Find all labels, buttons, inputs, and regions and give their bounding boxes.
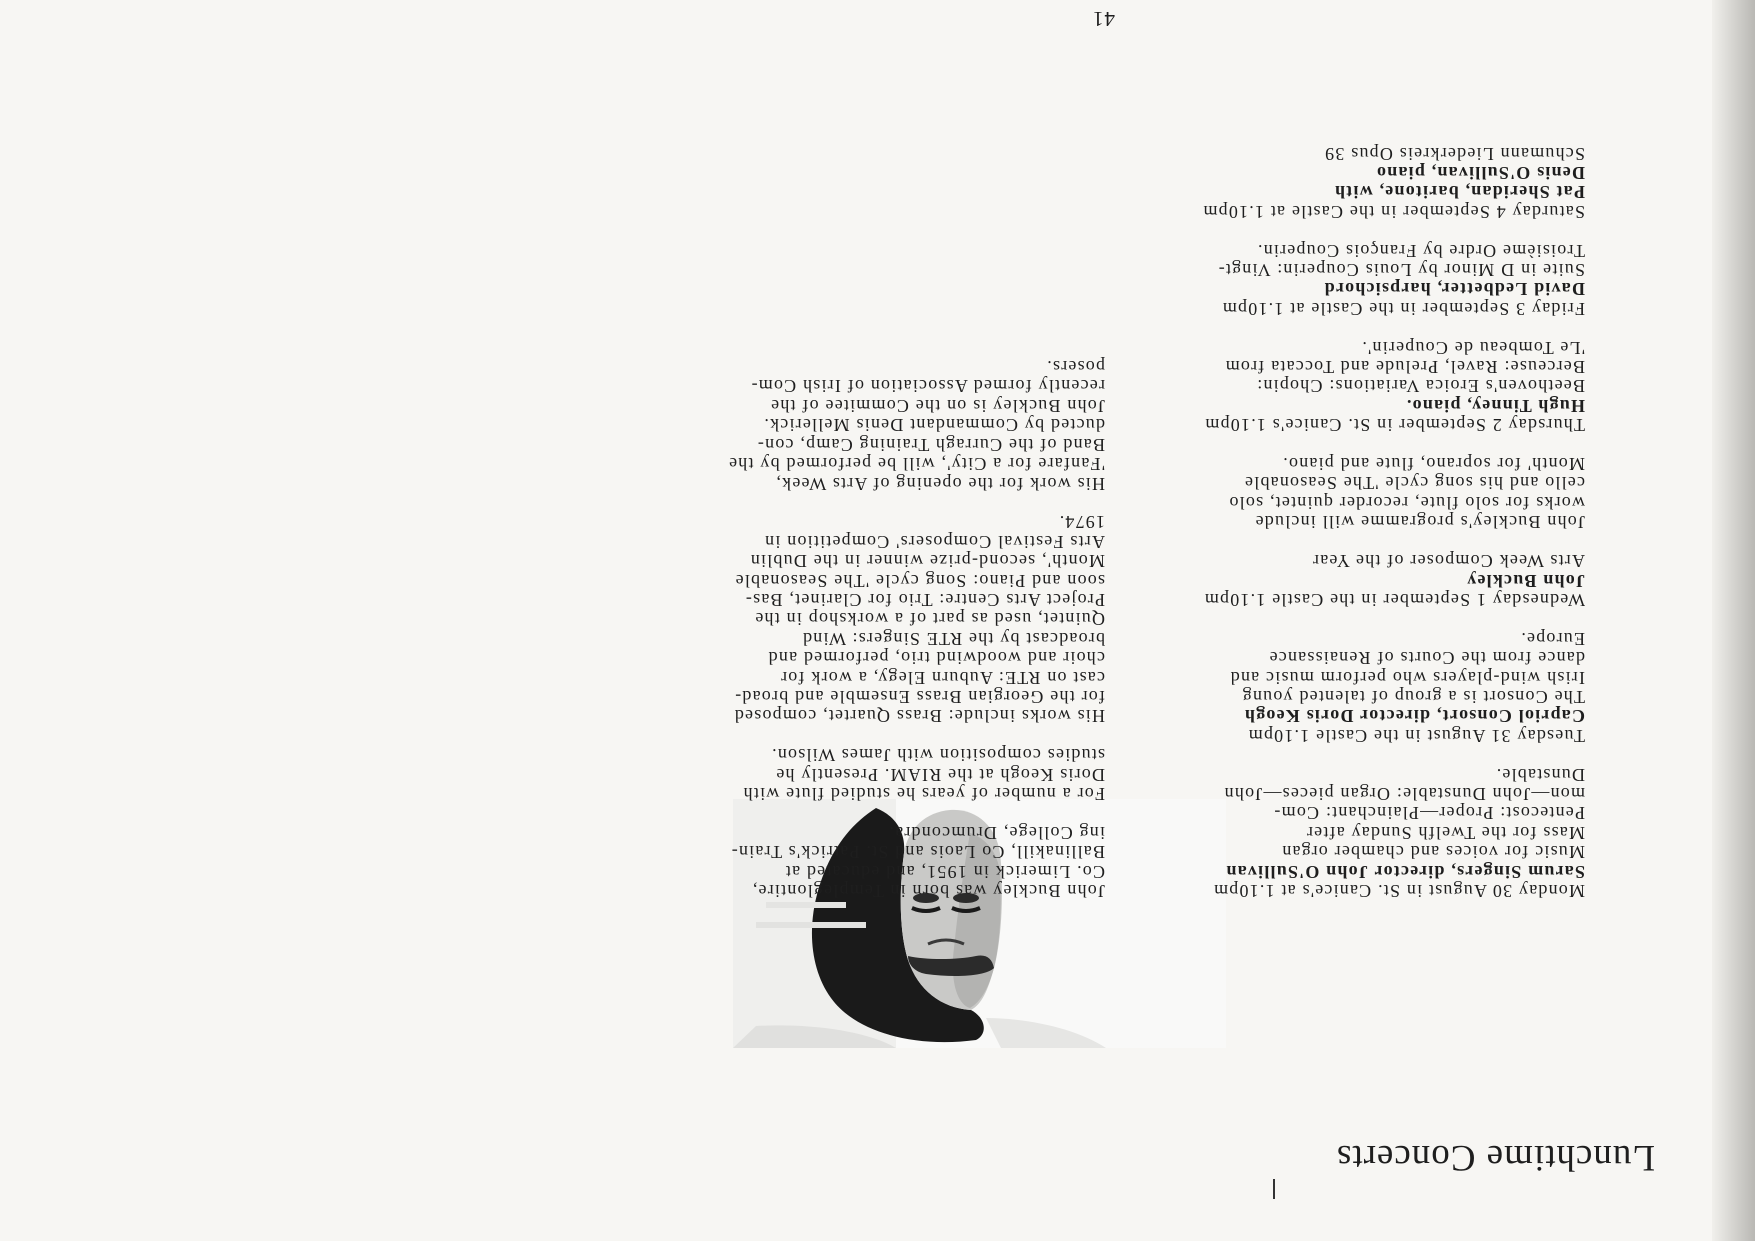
concert-detail: Pentecost: Proper—Plainchant: Com- <box>1273 803 1585 824</box>
concert-date: Tuesday 31 August in the Castle 1.10pm <box>1247 725 1585 746</box>
text-line: ducted by Commandant Denis Mellerick. <box>763 415 1105 436</box>
bio-paragraph <box>735 745 1105 803</box>
concert-performer: Pat Sheridan, baritone, with <box>1333 182 1585 203</box>
text-line: posers. <box>1046 357 1105 378</box>
column-rule <box>1273 1179 1275 1199</box>
concert-performer: Denis O'Sullivan, piano <box>1375 163 1585 184</box>
composer-biography <box>727 337 1105 901</box>
concert-entry <box>1115 628 1585 744</box>
concert-date: Thursday 2 September in St. Canice's 1.10pm <box>1204 415 1585 436</box>
concert-performer: Hugh Tinney, piano. <box>1405 395 1585 416</box>
text-line: Co. Limerick in 1951, and educated at <box>784 861 1105 882</box>
bio-paragraph <box>735 512 1105 725</box>
concert-entry <box>1115 764 1585 900</box>
text-line: 1974. <box>1058 512 1105 533</box>
concert-date: Friday 3 September in the Castle at 1.10pm <box>1221 298 1585 319</box>
concert-detail: Troisième Ordre by François Couperin. <box>1256 240 1585 261</box>
concert-detail: dance from the Courts of Renaissance <box>1268 648 1585 669</box>
concert-entry <box>1115 454 1585 609</box>
concert-detail: Irish wind-players who perform music and <box>1229 667 1585 688</box>
text-line: studies composition with James Wilson. <box>770 745 1105 766</box>
page-number: 41 <box>1092 7 1115 31</box>
concert-detail: Schumann Liederkreis Opus 39 <box>1323 143 1585 164</box>
concert-detail: 'Le Tombeau de Couperin'. <box>1361 337 1585 358</box>
concert-detail: Berceuse: Ravel, Prelude and Toccata from <box>1224 357 1585 378</box>
concert-entry <box>1115 143 1585 221</box>
bio-paragraph <box>730 822 1105 901</box>
text-line: broadcast by the RTE Singers: Wind <box>801 628 1105 649</box>
concert-performer: Capriol Consort, director Doris Keogh <box>1243 706 1585 727</box>
text-line: for the Georgian Brass Ensemble and broad- <box>734 686 1105 707</box>
text-line: For a number of years he studied flute with <box>742 783 1105 804</box>
page-title: Lunchtime Concerts <box>1335 1137 1655 1178</box>
concert-detail: works for solo flute, recorder quintet, solo <box>1228 492 1585 513</box>
text-line: His work for the opening of Arts Week, <box>775 473 1105 494</box>
concert-note-spacer <box>1115 531 1585 550</box>
text-line: Project Arts Centre: Trio for Clarinet, Bas- <box>744 589 1105 610</box>
text-line: 'Fanfare for a City', will be performed by the <box>727 454 1105 475</box>
binding-shadow <box>1712 0 1755 1241</box>
text-line: Quintet, used as part of a workshop in the <box>754 609 1105 630</box>
concert-detail: Music for voices and chamber organ <box>1281 842 1585 863</box>
bio-paragraph <box>727 357 1105 494</box>
text-line: choir and woodwind trio, performed and <box>767 648 1105 669</box>
concert-detail: Beethoven's Eroica Variations: Chopin: <box>1256 376 1585 397</box>
concert-performer: John Buckley <box>1466 570 1585 591</box>
concert-detail: John Buckley's programme will include <box>1254 512 1585 533</box>
text-line: Band of the Curragh Training Camp, con- <box>756 434 1105 455</box>
text-line: ing College, Drumcondra. <box>888 822 1105 843</box>
concert-entry <box>1115 337 1585 434</box>
concert-detail: Europe. <box>1520 628 1585 649</box>
text-line: Ballinakill, Co Laois and St. Patrick's Train- <box>730 842 1105 863</box>
concert-detail: Month' for soprano, flute and piano. <box>1282 454 1585 475</box>
concert-date: Wednesday 1 September in the Castle 1.10pm <box>1203 589 1585 610</box>
concert-date: Monday 30 August in St. Canice's at 1.10pm <box>1212 881 1585 901</box>
concert-detail: Dunstable. <box>1495 764 1585 785</box>
concert-detail: The Consort is a group of talented young <box>1241 686 1585 707</box>
concert-detail: mon—John Dunstable: Organ pieces—John <box>1223 783 1585 804</box>
concert-performer: Sarum Singers, director John O'Sullivan <box>1225 861 1585 882</box>
text-line: His works include: Brass Quartet, composed <box>733 706 1105 727</box>
text-line: Month', second-prize winner in the Dublin <box>749 551 1105 572</box>
concert-detail: Arts Week Composer of the Year <box>1311 551 1585 572</box>
concert-performer: David Ledbetter, harpsichord <box>1323 279 1585 300</box>
text-line: soon and Piano: Song cycle 'The Seasonable <box>734 570 1105 591</box>
text-line: recently formed Association of Irish Com- <box>750 376 1105 397</box>
concert-detail: Mass for the Twelfh Sunday after <box>1305 822 1585 843</box>
concert-detail: Suite in D Minor by Louis Couperin: Vingt- <box>1217 260 1585 281</box>
text-line: Arts Festival Composers' Competition in <box>763 531 1105 552</box>
concert-date: Saturday 4 September in the Castle at 1.10pm <box>1202 201 1585 222</box>
concert-schedule <box>1115 124 1585 900</box>
text-line: John Buckley is on the Commitee of the <box>769 395 1105 416</box>
text-line: Doris Keogh at the RIAM. Presently he <box>775 764 1105 785</box>
text-line: cast on RTE: Auburn Elegy, a work for <box>779 667 1105 688</box>
concert-entry <box>1115 240 1585 318</box>
concert-detail: cello and his song cycle 'The Seasonable <box>1243 473 1585 494</box>
text-line: John Buckley was born in Templeglontire, <box>751 881 1105 901</box>
